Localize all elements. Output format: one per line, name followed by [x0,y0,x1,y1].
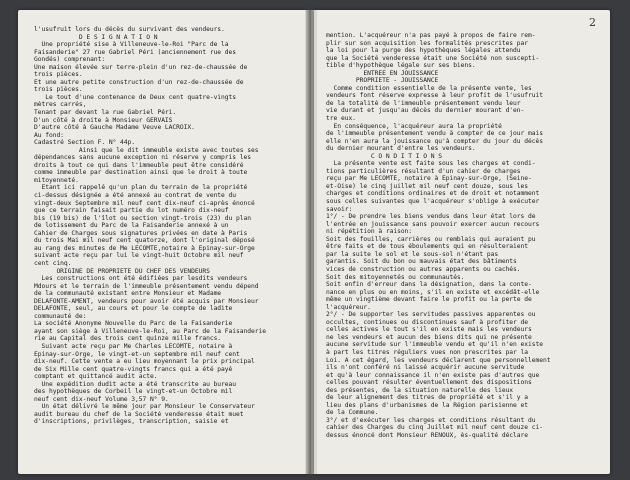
text-line: Le tout d'une contenance de Deux cent quatre-vingts [34,93,237,101]
text-line: charges et conditions ordinaires et de droit et notamment [326,190,540,198]
text-line: Suivant acte reçu par Me Charles LECOMTE, notaire à [34,342,233,350]
text-line: ne les vendeurs et aucun des biens dits qui ne présente [326,333,532,341]
text-line: plir sur son acquisition les formalités prescrites par [326,39,529,47]
text-line: ni répétition à raison: [326,228,413,236]
text-line: sous celles suivantes que l'acquéreur s'oblige à exécuter [326,198,540,206]
text-line: l'acquéreur. [326,303,371,311]
text-line: vie durant et jusqu'au décès du dernier mourant d'en- [326,107,525,115]
text-line: dessus énoncé dont Monsieur RENOUX, ès-qualité déclare [326,431,529,439]
text-line: ORIGINE DE PROPRIETE DU CHEF DES VENDEURS [34,267,210,275]
text-line: mention. L'acquéreur n'a pas payé à propos de faire rem- [326,32,536,39]
text-line: Mdours et le terrain de l'immeuble présentement vendu dépend [34,282,259,290]
text-line: de l'immeuble présentement vendu à compter de ce jour mais [326,130,543,138]
text-line: du trois Mai mil neuf cent quatorze, dont l'original déposé [34,237,255,245]
text-line: droits à tout ce qui dans l'immeuble peut être considéré [34,161,244,169]
text-line: cent cinq. [34,259,72,267]
text-line: D E S I G N A T I O N [34,33,158,41]
text-line: Un état délivré le même jour par Monsieur le Conservateur [34,403,255,411]
text-line: de lotissement du Parc de la Faisanderie annexé à un [34,222,229,230]
text-line: l'usufruit lors du décès du survivant des vendeurs. [34,26,225,33]
text-line: être faits et de tous éboulements qui en résulteraient [326,243,529,251]
text-line: Et une autre petite construction d'un rez-de-chaussée de [34,78,244,86]
text-line: de la Commune. [326,409,379,417]
page-number: 2 [589,16,596,29]
text-line: Tenant par devant la rue Gabriel Péri. [34,109,177,117]
text-line: celles actives le tout s'il en existe mais les vendeurs [326,326,532,334]
text-line: rie au Capital des trois cent quinze mille francs. [34,335,222,343]
text-line: DELAFONTE-AMENT, vendeurs pour avoir été acquis par Monsieur [34,297,259,305]
text-line: Gondés) comprenant: [34,56,106,64]
text-line: que la Société venderesse était une Société non suscepti- [326,54,540,62]
text-line: Comme condition essentielle de la présente vente, les [326,84,532,92]
text-line: reçu par Me LECOMTE, notaire à Epinay-sur-Orge, (Seine- [326,175,532,183]
text-line: comme immeuble par destination ainsi que le droit à toute [34,169,248,177]
text-line: D'autre côté à Gauche Madame Veuve LACROIX. [34,124,195,132]
text-line: de leur alignement des titres de propriété et s'il y a [326,394,529,402]
text-line: la loi pour la purge des hypothèques légales attendu [326,47,521,55]
right-page [314,10,610,474]
text-line: mètres carrés, [34,101,87,109]
text-line: Soit enfin d'erreur dans la désignation, dans la conte- [326,281,532,289]
text-line: ci-dessus désignée a été annexé au contrat de vente du [34,192,237,200]
text-line: même un vingtième devant faire le profit ou la perte de [326,296,532,304]
text-line: D'un côté à droite à Monsieur GERVAIS [34,116,173,124]
right-page-text [326,32,600,440]
text-line: C O N D I T I O N S [326,152,442,160]
text-line: lieu des plans d'urbanismes de la Région parisienne et [326,401,529,409]
text-line: vingt-deux Septembre mil neuf cent dix-neuf ci-après énoncé [34,199,255,207]
text-line: celles pouvant résulter éventuellement des dispositions [326,379,532,387]
text-line: tre eux. [326,115,356,123]
text-line: 2°/ - De supporter les servitudes passives apparentes ou [326,311,536,319]
text-line: Loi. A cet égard, les vendeurs déclarent que personnellement [326,356,551,364]
text-line: La société Anonyme Nouvelle du Parc de la Faisanderie [34,320,233,328]
text-line: des hypothèques de Corbeil le vingt-et-un Octobre mil [34,388,233,396]
text-line: elle n'en aura la jouissance qu'à compter du jour du décès [326,137,543,145]
text-line: communauté de: [34,312,87,320]
text-line: vices de construction ou autres apparents ou cachés. [326,265,521,273]
text-line: tible d'hypothèque légale sur ses biens. [326,62,476,70]
text-line: cahier des Charges du cinq Juillet mil neuf cent douze ci- [326,424,543,432]
text-line: ayant son siège à Villeneuve-le-Roi, au Parc de la Faisanderie [34,327,266,335]
text-line: neuf cent dix-neuf Volume 3,57 N° 9. [34,395,169,403]
text-line: ENTREE EN JOUISSANCE [326,69,439,77]
text-line: trois pièces. [34,86,83,94]
text-line: occultes, continues ou discontinues sauf à profiter de [326,318,529,326]
text-line: Une propriété sise à Villeneuve-le-Roi "Parc de la [34,41,229,49]
text-line: à part les titres réguliers vues non prescrites par la [326,348,529,356]
text-line: En conséquence, l'acquéreur aura la propriété [326,122,502,130]
text-line: savoir: [326,205,353,213]
text-line: trois pièces. [34,71,83,79]
text-line: Epinay-sur-Orge, le vingt-et-un septembre mil neuf cent [34,350,240,358]
text-line: 1°/ - De prendre les biens vendus dans leur état lors de [326,213,536,221]
text-line: suivant acte reçu par lui le vingt-huit Octobre mil neuf [34,252,244,260]
text-line: de Six Mille cent quatre-vingts francs qui a été payé [34,365,233,373]
text-line: vendeurs font réserve expresse à leur profit de l'usufruit [326,92,543,100]
text-line: Au fond: [34,131,64,139]
text-line: La présente vente est faite sous les charges et condi- [326,160,536,168]
text-line: l'entrée en jouissance sans pouvoir exercer aucun recours [326,220,540,228]
text-line: comptant et quittancé audit acte. [34,373,158,381]
text-line: Etant ici rappelé qu'un plan du terrain de la propriété [34,184,248,192]
text-line: et qu'à leur connaissance il n'en existe pas d'autres que [326,371,540,379]
text-line: par la suite le sol et le sous-sol n'étant pas [326,250,499,258]
text-line: Faisanderie" 27 rue Gabriel Péri (anciennement rue des [34,48,237,56]
text-line: Ainsi que le dit immeuble existe avec toutes ses [34,146,259,154]
text-line: des présentes, de la situation naturelle des lieux [326,386,514,394]
text-line: de la totalité de l'immeuble présentement vendu leur [326,99,521,107]
text-line: garantis. Soit du bon ou mauvais état des bâtiments [326,258,517,266]
left-page-text [34,26,298,426]
text-line: Cadastré Section F. N° 44p. [34,139,136,147]
text-line: du dernier mourant d'entre les vendeurs. [326,145,476,153]
text-line: Une expédition dudit acte a été transcrite au bureau [34,380,237,388]
text-line: que ce terrain faisait partie du lot numéro dix-neuf [34,207,229,215]
text-line: DELAFONTE, seul, au cours et pour le compte de ladite [34,305,233,313]
text-line: d'inscriptions, privilèges, transcription, saisie et [34,418,229,426]
text-line: aucune servitude sur l'immeuble vendu et qu'il n'en existe [326,341,543,349]
text-line: PROPRIETE - JOUISSANCE [326,77,439,85]
text-line: mitoyenneté. [34,176,79,184]
text-line: Cahier de Charges sous signatures privées en date à Paris [34,229,248,237]
text-line: nance en plus ou en moins, s'il en existe et excédât-elle [326,288,540,296]
text-line: Les constructions ont été édifiées par lesdits vendeurs [34,275,248,283]
text-line: au rang des minutes de Me LECOMTE,notaire à Epinay-sur-Orge [34,244,255,252]
text-line: dix-neuf. Cette vente a eu lieu moyennant le prix principal [34,358,255,366]
text-line: audit bureau du chef de la Société venderesse était muet [34,410,244,418]
text-line: de la communauté existant entre Monsieur et Madame [34,290,222,298]
text-line: Une maison élevée sur terre-plein d'un rez-de-chaussée de [34,63,248,71]
right-page-edge [314,10,317,474]
left-page [18,10,308,474]
text-line: dépendances sans aucune exception ni réserve y compris les [34,154,251,162]
text-line: tions particulières résultant d'un cahier de charges [326,167,521,175]
text-line: ils n'ont conféré ni laissé acquérir aucune servitude [326,364,525,372]
text-line: 3°/ et d'exécuter les charges et conditions résultant du [326,416,536,424]
text-line: bis (19 bis) de l'îlot ou section vingt-trois (23) du plan [34,214,251,222]
text-line: Soit des fouilles, carrières ou remblais qui auraient pu [326,235,536,243]
text-line: et-Oise) le cinq juillet mil neuf cent douze, sous les [326,182,529,190]
text-line: Soit des mitoyennetés ou communautés. [326,273,465,281]
